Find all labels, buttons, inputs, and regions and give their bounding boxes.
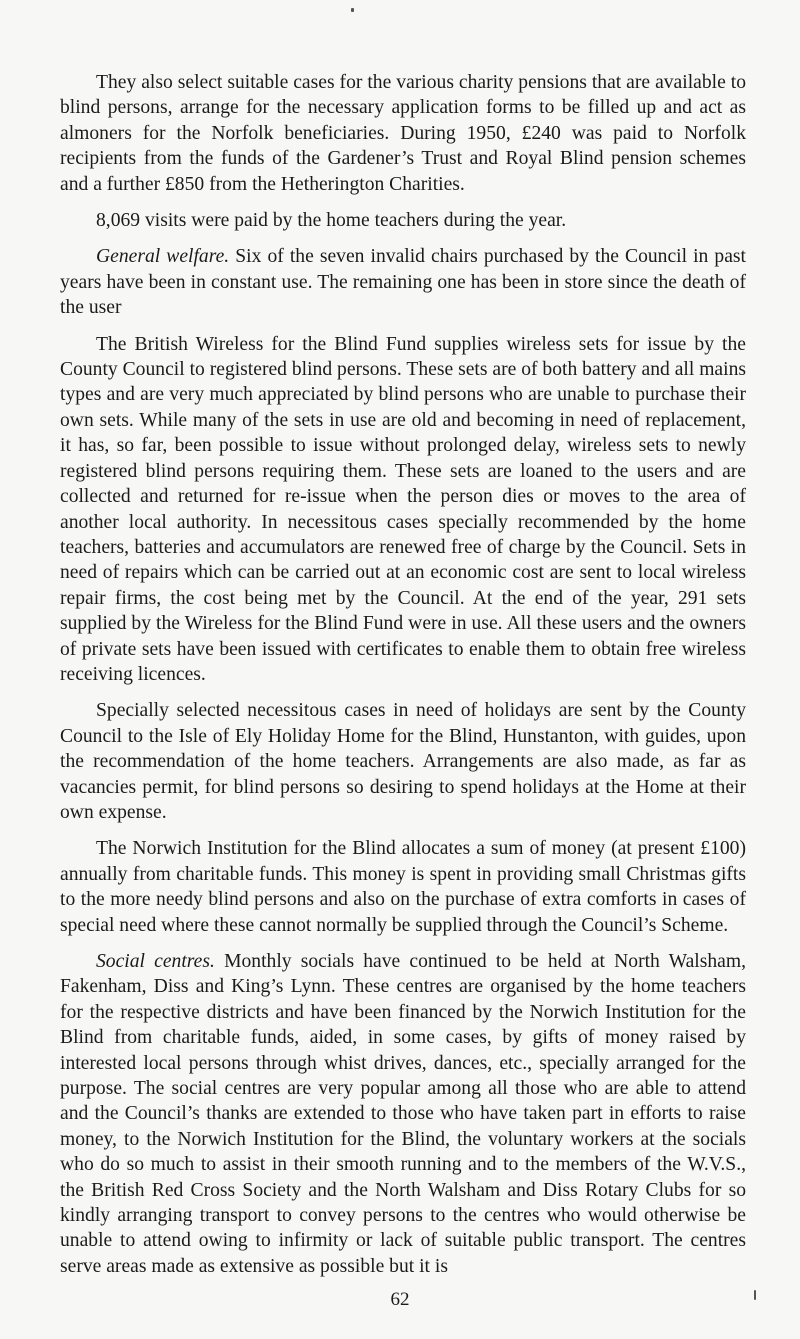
scan-speck [351, 8, 354, 12]
paragraph-general-welfare [60, 244, 746, 320]
paragraph-social-centres [60, 949, 746, 1279]
page-body [60, 70, 746, 1290]
paragraph-text: 8,069 visits were paid by the home teachers during the year. [96, 210, 567, 232]
paragraph-text: They also select suitable cases for the various charity pensions that are available to blind persons, arrange for the necessary application forms to be filled up and act as almoners for the Norfolk beneficiaries. During 1950, £240 was paid to Norfolk recipients from the funds of the Gardener’s Trust and Royal Blind pension schemes and a further £850 from the Hetherington Charities. [60, 72, 746, 195]
page-number: 62 [390, 1289, 410, 1310]
paragraph-visits [60, 208, 746, 233]
paragraph-text: The British Wireless for the Blind Fund supplies wireless sets for issue by the County Council to registered blind persons. These sets are of both battery and all mains types and are very much appreciated by blind persons who are unable to purchase their own sets. While many of the sets in use are old and becoming in need of replacement, it has, so far, been possible to issue without prolonged delay, wireless sets to newly registered blind persons requiring them. These sets are loaned to the users and are collected and returned for re-issue when the person dies or moves to the area of another local authority. In necessitous cases specially recommended by the home teachers, batteries and accumulators are renewed free of charge by the Council. Sets in need of repairs which can be carried out at an economic cost are sent to local wireless repair firms, the cost being met by the Council. At the end of the year, 291 sets supplied by the Wireless for the Blind Fund were in use. All these users and the owners of private sets have been issued with certificates to enable them to obtain free wireless receiving licences. [60, 333, 746, 685]
paragraph-text: Six of the seven invalid chairs purchased by the Council in past years have been in constant use. The remaining one has been in store since the death of the user [60, 246, 746, 319]
paragraph-text: The Norwich Institution for the Blind allocates a sum of money (at present £100) annually from charitable funds. This money is spent in providing small Christmas gifts to the more needy blind persons and also on the purchase of extra comforts in cases of special need where these cannot normally be supplied through the Council’s Scheme. [60, 838, 746, 936]
section-heading-general-welfare: General welfare. [96, 246, 230, 268]
paragraph-pensions [60, 70, 746, 197]
section-heading-social-centres: Social centres. [96, 951, 215, 972]
paragraph-norwich-institution [60, 836, 746, 938]
paragraph-text: Specially selected necessitous cases in need of holidays are sent by the County Council to the Isle of Ely Holiday Home for the Blind, Hunstanton, with guides, upon the recommendation of the home teachers. Arrangements are also made, as far as vacancies permit, for blind persons so desiring to spend holidays at the Home at their own expense. [60, 700, 746, 823]
paragraph-wireless [60, 332, 746, 688]
paragraph-text: Monthly socials have continued to be held at North Walsham, Fakenham, Diss and King’s Lynn. These centres are organised by the home teachers for the respective districts and have been financed by the Norwich Institution for the Blind from charitable funds, aided, in some cases, by gifts of money raised by interested local persons through whist drives, dances, etc., specially arranged for the purpose. The social centres are very popular among all those who are able to attend and the Council’s thanks are extended to those who have taken part in efforts to raise money, to the Norwich Institution for the Blind, the voluntary workers at the socials who do so much to assist in their smooth running and to the members of the W.V.S., the British Red Cross Society and the North Walsham and Diss Rotary Clubs for so kindly arranging transport to convey persons to the centres who would otherwise be unable to attend owing to infirmity or lack of suitable public transport. The centres serve areas made as extensive as possible but it is [60, 951, 746, 1277]
paragraph-holidays [60, 698, 746, 825]
